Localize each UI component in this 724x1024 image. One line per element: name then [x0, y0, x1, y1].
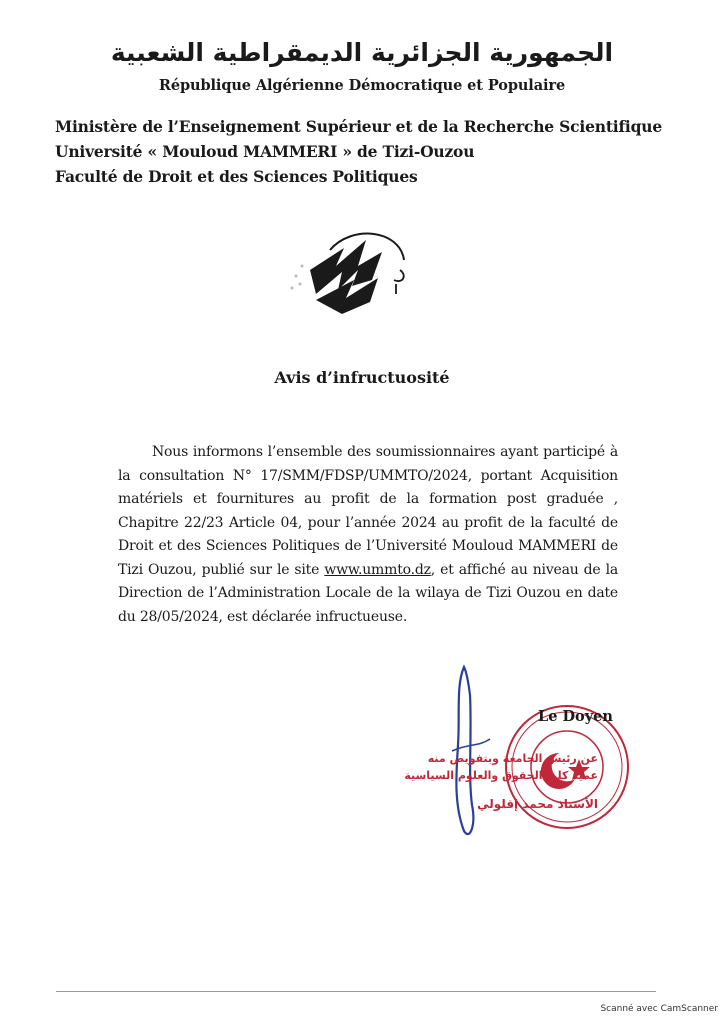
- document-title: Avis d’infructuosité: [274, 368, 450, 387]
- ministry-line: Ministère de l’Enseignement Supérieur et de la Recherche Scientifique: [55, 117, 662, 136]
- arabic-signature-line-3: الأستاذ محمد إقلولي: [477, 797, 598, 811]
- notice-body: [118, 441, 618, 629]
- institution-header: [55, 114, 675, 189]
- arabic-signature-line-2: عميد كلية الحقوق والعلوم السياسية: [404, 769, 598, 782]
- website-link[interactable]: www.ummto.dz: [324, 561, 431, 578]
- faculty-line: Faculté de Droit et des Sciences Politiques: [55, 167, 418, 186]
- arabic-signature-line-1: عن رئيس الجامعة وبتفويض منه: [427, 752, 598, 765]
- notice-body-part1: Nous informons l’ensemble des soumissionnaires ayant participé à la consultation N° 17/SMM/FDSP/UMMTO/2024, portant Acquisition matériels et fournitures au profit de la formation post graduée , Chapitre 22/23 Article 04, pour l’année 2024 au profit de la faculté de Droit et des Sciences Politiques de l’Université Mouloud MAMMERI de Tizi Ouzou, publié sur le site: [118, 444, 618, 578]
- arabic-header-title: الجمهورية الجزائرية الديمقراطية الشعبية: [110, 38, 614, 67]
- republic-line: République Algérienne Démocratique et Populaire: [158, 77, 566, 94]
- scanner-watermark: Scanné avec CamScanner: [600, 1004, 718, 1014]
- page-bottom-rule: [56, 991, 656, 992]
- signatory-role: Le Doyen: [538, 708, 613, 725]
- notice-body-part2: , et affiché au niveau de la Direction de l’Administration Locale de la wilaya de Tizi Ouzou en date du 28/05/2024, est déclarée infructueuse.: [118, 561, 618, 625]
- university-logo-icon: [282, 222, 422, 322]
- university-line: Université « Mouloud MAMMERI » de Tizi-Ouzou: [55, 142, 475, 161]
